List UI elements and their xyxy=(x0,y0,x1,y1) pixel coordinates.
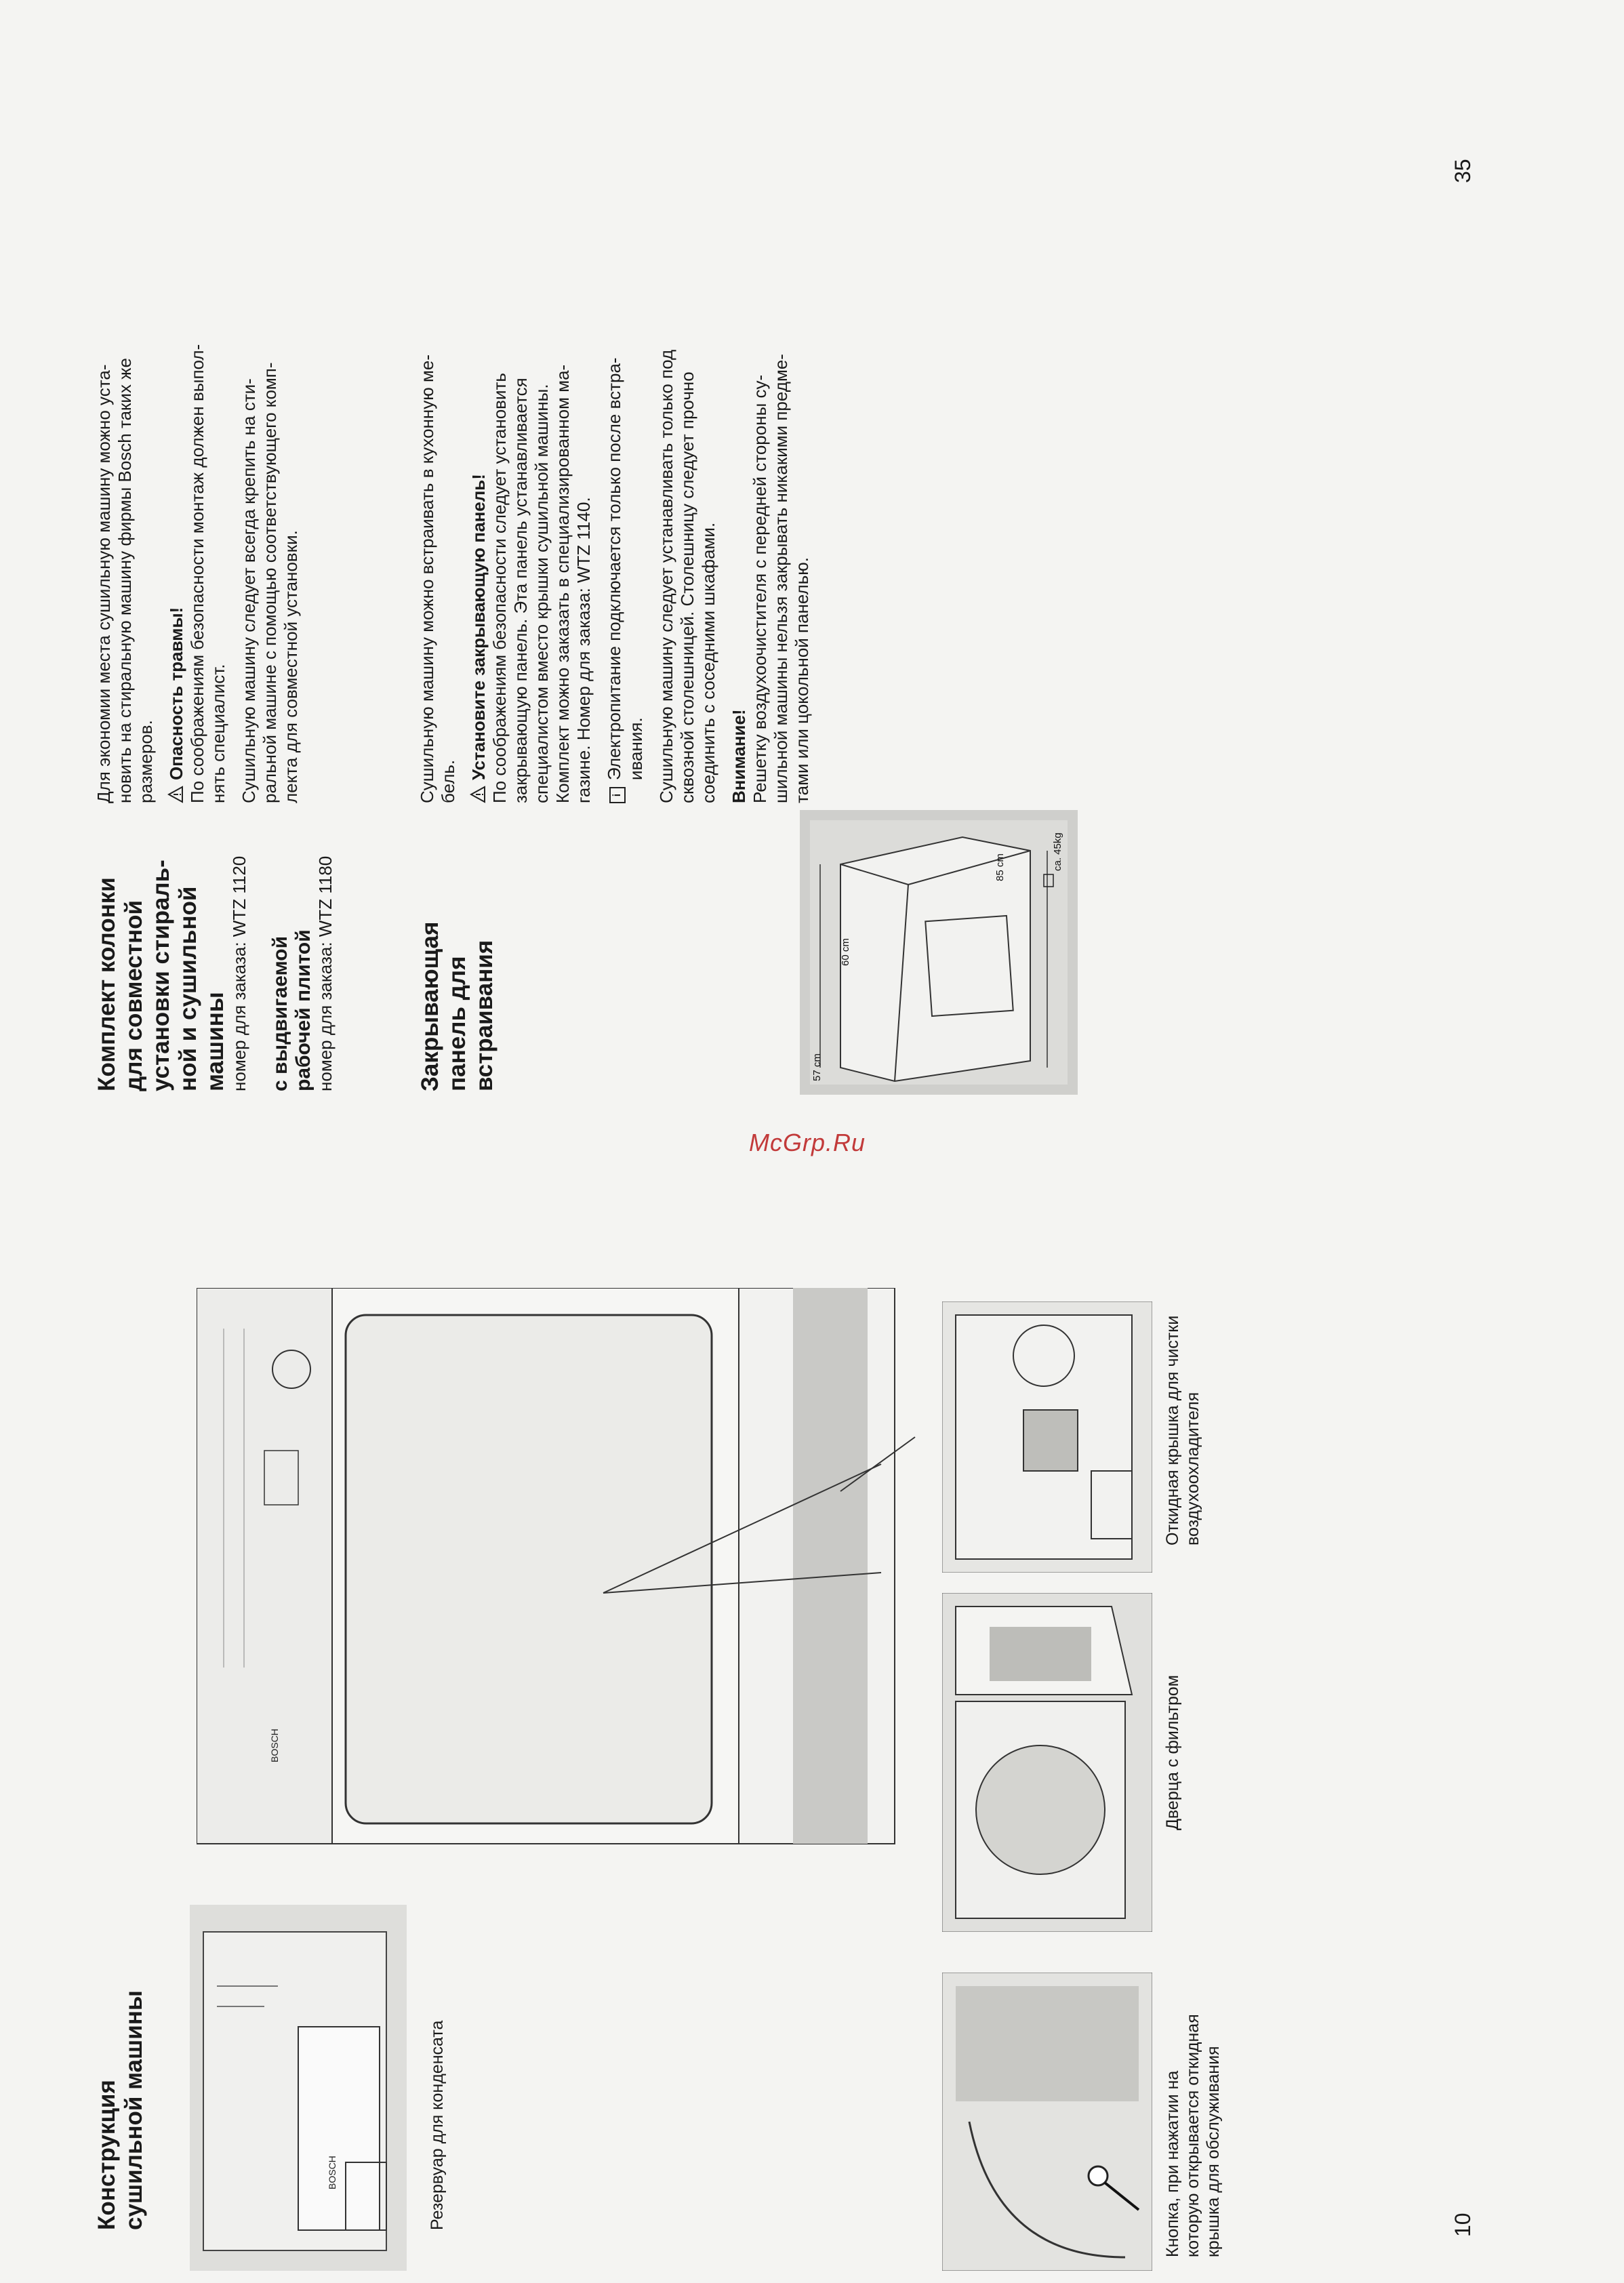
section-kit-heading xyxy=(94,807,336,1091)
text-line: газине. Номер для заказа: WTZ 1140. xyxy=(573,497,594,803)
dryer-door xyxy=(346,1315,712,1823)
dimension-weight: ca. 45kg xyxy=(1052,832,1063,871)
text-line: Сушильную машину можно встраивать в кухонную ме- xyxy=(417,355,437,803)
warning-title: Установите закрывающую панель! xyxy=(468,125,489,803)
text-line: По соображениям безопасности монтаж должен выпол- xyxy=(187,344,207,803)
condensate-tank xyxy=(298,2027,380,2230)
heading-line: панель для xyxy=(444,956,470,1091)
heading-line: ной и сушильной xyxy=(175,886,201,1091)
text-line: Комплект можно заказать в специализированном ма- xyxy=(552,364,573,803)
caption-flap: Откидная крышка для чистки воздухоохладителя xyxy=(1163,1315,1202,1545)
text-line: ивания. xyxy=(626,717,646,780)
order-number: номер для заказа: WTZ 1120 xyxy=(229,855,249,1091)
heading-line: встраивания xyxy=(471,940,498,1091)
title-line: Конструкция xyxy=(94,2080,120,2230)
text-line: Сушильную машину следует устанавливать только под xyxy=(656,349,676,803)
page-number-right: 35 xyxy=(1450,159,1475,183)
text-line: сквозной столешницей. Столешницу следует прочно xyxy=(677,371,697,803)
text-line: соединить с соседними шкафами. xyxy=(698,522,718,803)
service-button xyxy=(1089,2166,1108,2185)
info-icon: i xyxy=(609,787,626,803)
text-line: ральной машине с помощью соответствующего комп- xyxy=(260,362,280,803)
dimension-illustration xyxy=(800,810,1078,1095)
text-line: лекта для совместной установки. xyxy=(281,530,301,803)
warning-triangle-icon xyxy=(167,786,184,803)
page-number-left: 10 xyxy=(1450,2213,1475,2237)
heading-line: Комплект колонки xyxy=(94,877,120,1091)
watermark: McGrp.Ru xyxy=(749,1129,866,1156)
text-line: новить на стиральную машину фирмы Bosch таких же xyxy=(115,357,135,803)
text-line: Для экономии места сушильную машину можно уста- xyxy=(94,364,114,803)
tank-brand: BOSCH xyxy=(327,2156,338,2189)
subheading: рабочей плитой xyxy=(292,929,314,1091)
control-panel xyxy=(197,1288,332,1844)
caption-reservoir: Резервуар для конденсата xyxy=(428,2020,447,2230)
order-number: номер для заказа: WTZ 1180 xyxy=(315,855,336,1091)
text-line: тами или цокольной панелью. xyxy=(792,557,812,803)
title-line: сушильной машины xyxy=(121,1990,147,2230)
panel-brand: BOSCH xyxy=(269,1729,280,1762)
heat-exchanger xyxy=(1023,1410,1078,1471)
lint-filter xyxy=(990,1627,1091,1681)
reservoir-illustration xyxy=(190,1905,407,2271)
flap-detail xyxy=(942,1301,1152,1573)
caption-door: Дверца с фильтром xyxy=(1163,1675,1182,1830)
dimension-height: 85 cm xyxy=(994,853,1006,881)
text-line: бель. xyxy=(438,759,458,803)
text-line: размеров. xyxy=(136,720,156,803)
section-kit-body xyxy=(94,125,302,803)
heading-line: Закрывающая xyxy=(417,921,443,1091)
warning-triangle-icon xyxy=(470,786,486,803)
text-line: Сушильную машину следует всегда крепить на сти- xyxy=(239,378,259,803)
text-line: Решетку воздухоочистителя с передней стороны су- xyxy=(750,374,770,803)
subheading: с выдвигаемой xyxy=(269,935,291,1091)
heading-line: машины xyxy=(202,992,228,1091)
text-line: нять специалист. xyxy=(208,664,228,803)
heading-line: установки стираль- xyxy=(148,860,174,1091)
dryer-front-illustration xyxy=(197,1288,922,1864)
text-line: закрывающую панель. Эта панель устанавливается xyxy=(510,378,531,803)
text-line: шильной машины нельзя закрывать никакими предме- xyxy=(771,354,791,803)
text-line: специалистом вместо крышки сушильной машины. xyxy=(531,384,552,803)
attention-title: Внимание! xyxy=(729,709,749,803)
filter-door-detail xyxy=(942,1593,1152,1932)
section-panel-body xyxy=(417,125,813,803)
info-line: iЭлектропитание подключается только после встра- xyxy=(604,125,626,803)
drum xyxy=(976,1745,1105,1874)
dimension-depth: 57 cm xyxy=(811,1053,823,1081)
page-title xyxy=(94,1891,148,2230)
button-detail xyxy=(942,1973,1152,2271)
text-line: По соображениям безопасности следует установить xyxy=(489,373,510,803)
heading-line: для совместной xyxy=(121,900,147,1091)
dimension-width: 60 cm xyxy=(840,938,851,966)
air-grille xyxy=(793,1288,868,1844)
caption-button: Кнопка, при нажатии на которую открывается откидная крышка для обслуживания xyxy=(1163,2014,1223,2257)
perforated-grille xyxy=(956,1986,1139,2101)
section-panel-heading xyxy=(417,807,498,1091)
warning-title: Опасность травмы! xyxy=(166,125,187,803)
